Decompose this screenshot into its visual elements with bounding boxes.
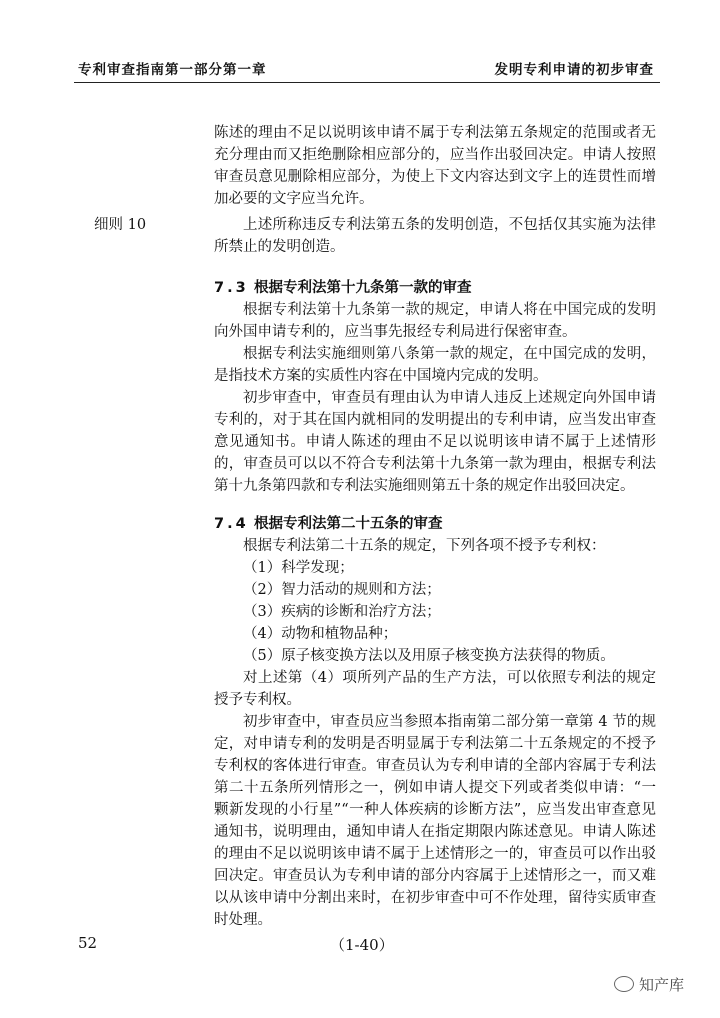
header-chapter-title: 专利审查指南第一部分第一章 bbox=[78, 62, 267, 78]
section-7-4-heading bbox=[214, 513, 656, 535]
running-header bbox=[74, 56, 660, 83]
watermark bbox=[614, 974, 684, 995]
paragraph: 根据专利法第十九条第一款的规定，申请人将在中国完成的发明向外国申请专利的，应当事先报经专利局进行保密审查。 bbox=[214, 302, 656, 340]
section-title: 根据专利法第十九条第一款的审查 bbox=[254, 280, 472, 296]
paragraph: 初步审查中，审查员有理由认为申请人违反上述规定向外国申请专利的，对于其在国内就相同的发明提出的专利申请，应当发出审查意见通知书。申请人陈述的理由不足以说明该申请不属于上述情形的，审查员可以以不符合专利法第十九条第一款为理由，根据专利法第十九条第四款和专利法实施细则第五十条的规定作出驳回决定。 bbox=[214, 390, 656, 494]
rule-10-text: 上述所称违反专利法第五条的发明创造，不包括仅其实施为法律所禁止的发明创造。 bbox=[214, 217, 656, 255]
list-item: （5）原子核变换方法以及用原子核变换方法获得的物质。 bbox=[243, 648, 615, 664]
list-item: （1）科学发现； bbox=[243, 560, 354, 576]
section-title: 根据专利法第二十五条的审查 bbox=[254, 516, 443, 532]
section-7-3-heading bbox=[214, 277, 656, 299]
paragraph: 根据专利法第二十五条的规定，下列各项不授予专利权： bbox=[243, 538, 606, 554]
section-number: 7.4 bbox=[214, 516, 249, 532]
paragraph: 根据专利法实施细则第八条第一款的规定，在中国完成的发明，是指技术方案的实质性内容在中国境内完成的发明。 bbox=[214, 346, 656, 384]
paragraph: 对上述第（4）项所列产品的生产方法，可以依照专利法的规定授予专利权。 bbox=[214, 670, 656, 708]
list-item: （2）智力活动的规则和方法； bbox=[243, 582, 441, 598]
margin-rule-label: 细则 10 bbox=[94, 217, 147, 233]
section-page-number: （1-40） bbox=[330, 936, 394, 954]
list-item: （4）动物和植物品种； bbox=[243, 626, 398, 642]
paragraph: 初步审查中，审查员应当参照本指南第二部分第一章第 4 节的规定，对申请专利的发明是否明显属于专利法第二十五条规定的不授予专利权的客体进行审查。审查员认为专利申请的全部内容属于专利法第二十五条所列情形之一，例如申请人提交下列或者类似申请：“一颗新发现的小行星”“一种人体疾病的诊断方法”，应当发出审查意见通知书，说明理由，通知申请人在指定期限内陈述意见。申请人陈述的理由不足以说明该申请不属于上述情形之一的，审查员可以作出驳回决定。审查员认为专利申请的部分内容属于上述情形之一，而又难以从该申请中分割出来时，在初步审查中可不作处理，留待实质审查时处理。 bbox=[214, 714, 656, 928]
paragraph-rule-10 bbox=[94, 214, 656, 258]
watermark-text: 知产库 bbox=[639, 976, 685, 994]
page-number: 52 bbox=[78, 934, 98, 952]
paragraph-continued: 陈述的理由不足以说明该申请不属于专利法第五条规定的范围或者无充分理由而又拒绝删除相应部分的，应当作出驳回决定。申请人按照审查员意见删除相应部分，为使上下文内容达到文字上的连贯性而增加必要的文字应当允许。 bbox=[214, 125, 656, 207]
list-item: （3）疾病的诊断和治疗方法； bbox=[243, 604, 441, 620]
chat-bubble-icon bbox=[614, 976, 634, 992]
section-number: 7.3 bbox=[214, 280, 249, 296]
page-body bbox=[74, 122, 660, 931]
header-section-title: 发明专利申请的初步审查 bbox=[494, 62, 654, 78]
